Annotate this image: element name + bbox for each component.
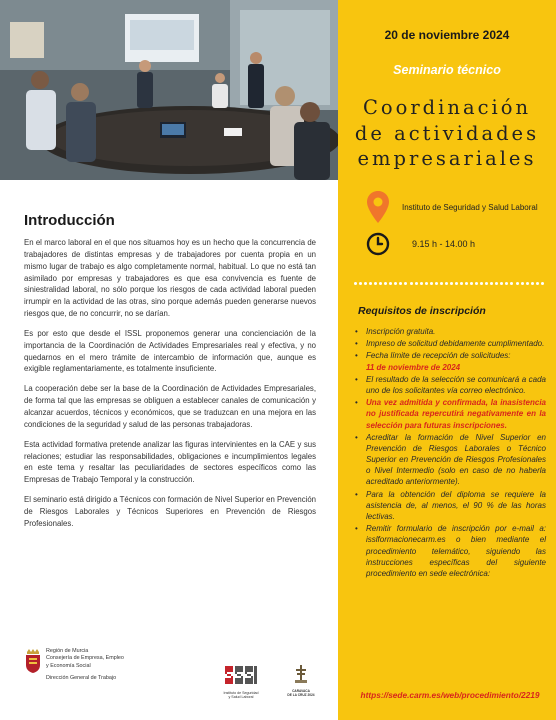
intro-paragraph-3: La cooperación debe ser la base de la Coordinación de Actividades Empresariales, de forma tal que las empresas se obliguen a establecer canales de comunicación y alcanzar acuerdos, técnicos y económicos, que se traduzcan en una mejora en las condiciones de la seguridad y salud de las personas trabajadoras.: [24, 384, 316, 429]
meeting-photo: [0, 0, 338, 180]
deadline-date: 11 de noviembre de 2024: [366, 362, 461, 372]
title-line-2: de actividades: [354, 121, 540, 145]
region-line-1: Región de Murcia: [46, 648, 89, 654]
procedure-link[interactable]: https://sede.carm.es/web/procedimiento/2219: [360, 690, 540, 700]
caravaca-cross-icon: [294, 664, 308, 684]
issl-caption-2: y Salud Laboral: [228, 695, 254, 700]
location-row: [366, 190, 538, 224]
info-panel: [338, 0, 556, 720]
location-text: Instituto de Seguridad y Salud Laboral: [402, 202, 538, 212]
intro-paragraph-1: En el marco laboral en el que nos situamos hoy es un hecho que la concurrencia de trabajadores de distintas empresas y de trabajadores por cuenta propia en un mismo lugar de trabajo es algo completamente normal, habitual. Lo que no está tan asimilado por empresas y trabajadores es que esa convivencia es fuente de siniestralidad laboral, no sólo porque los riesgos de cada actividad laboral pueden irrumpir en la actividad de las otras, sino porque además pueden generarse nuevos riesgos que, de no concurrir, no se darían.: [24, 238, 316, 319]
event-date: 20 de noviembre 2024: [384, 28, 510, 42]
time-text: 9.15 h - 14.00 h: [412, 239, 476, 249]
region-line-2: Consejería de Empresa, Empleo: [46, 655, 124, 662]
clock-icon: [366, 232, 390, 256]
title-line-1: Coordinación: [362, 96, 532, 119]
requirement-item: • El resultado de la selección se comunicará a cada uno de los solicitantes vía correo electrónico.: [354, 374, 546, 396]
issl-caption-1: Instituto de Seguridad: [223, 691, 259, 695]
caravaca-logo: [285, 664, 317, 697]
requirement-item: • Inscripción gratuita.: [354, 326, 546, 337]
event-title: [338, 95, 556, 172]
dotted-divider: [354, 282, 544, 286]
requirement-item: • Remitir formulario de inscripción por e-mail a: isslformacionecarm.es o bien mediante el procedimiento telemático, siguiendo las instrucciones específicas del siguiente procedimiento en sede electrónica:: [354, 523, 546, 579]
map-pin-icon: [366, 190, 390, 224]
issl-logo: [220, 664, 262, 700]
intro-paragraph-2: Es por esto que desde el ISSL proponemos generar una concienciación de la importancia de la Coordinación de Actividades Empresariales real y efectiva, y no quedarnos en el mero trámite de intercambio de información que, aunque es exigible reglamentariamente, es totalmente insuficiente.: [24, 328, 316, 374]
requirement-item: • Para la obtención del diploma se requiere la asistencia de, al menos, el 90 % de las horas lectivas.: [354, 489, 546, 523]
issl-mark-icon: [223, 664, 259, 686]
title-line-3: empresariales: [357, 147, 537, 171]
introduction-section: [24, 212, 316, 538]
requirements-heading: Requisitos de inscripción: [358, 305, 486, 317]
caravaca-caption-2: DE LA CRUZ 2024: [287, 693, 315, 697]
requirement-item: • Acreditar la formación de Nivel Superior en Prevención de Riesgos Laborales o Técnico Superior en Prevención de Riesgos Profesionales o Nivel Intermedio (solo en caso de no haberla acreditado anteriormente).: [354, 432, 546, 488]
intro-paragraph-5: El seminario está dirigido a Técnicos con formación de Nivel Superior en Prevención de Riesgos Laborales y Técnicos Superiores en Prevención de Riesgos Profesionales.: [24, 495, 316, 528]
requirements-list: [354, 326, 546, 580]
requirement-item: [354, 397, 546, 431]
time-row: [366, 232, 475, 256]
warning-text: Una vez admitida y confirmada, la inasistencia no justificada repercutirá negativamente en la selección para futuras inscripciones.: [366, 398, 546, 430]
intro-paragraph-4: Esta actividad formativa pretende analizar las figuras intervinientes en la CAE y sus relaciones; estudiar las responsabilidades, obligaciones e incumplimientos legales en este tema y resaltar las peculiaridades de sectores específicos como las Empresas de Trabajo Temporal y la construcción.: [24, 439, 316, 485]
introduction-heading: Introducción: [24, 212, 115, 229]
region-murcia-logo: [24, 648, 124, 682]
coat-of-arms-icon: [24, 648, 42, 674]
caravaca-caption-1: CARAVACA: [292, 689, 310, 693]
region-line-3: y Economía Social: [46, 662, 91, 669]
requirement-item: • Fecha límite de recepción de solicitudes: 11 de noviembre de 2024: [354, 350, 546, 372]
direction-general: Dirección General de Trabajo: [46, 674, 117, 681]
requirement-item: • Impreso de solicitud debidamente cumplimentado.: [354, 338, 546, 349]
event-subtitle: Seminario técnico: [393, 63, 501, 77]
